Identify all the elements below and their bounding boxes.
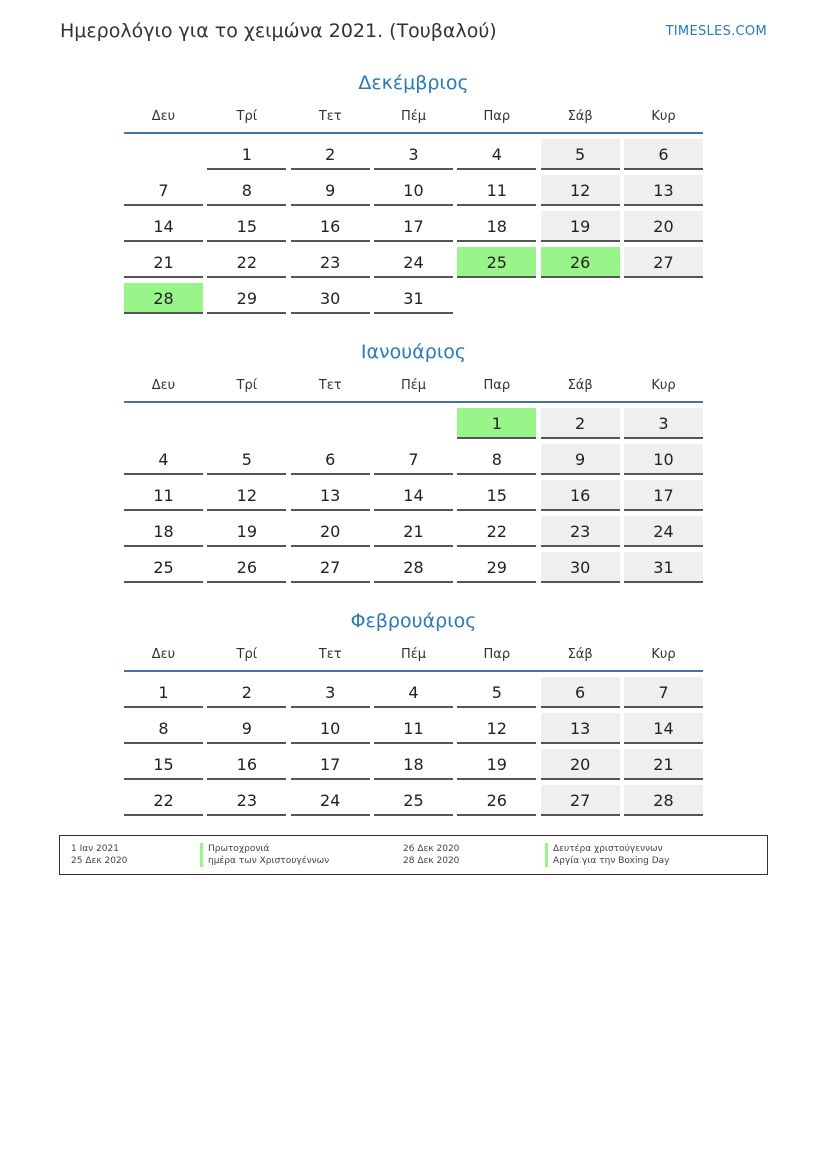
site-link[interactable]: TIMESLES.COM: [665, 24, 767, 39]
weekday-label: Τετ: [318, 109, 342, 124]
day-cell: 13: [541, 713, 620, 744]
day-cell: 27: [541, 785, 620, 816]
day-cell: 30: [291, 283, 370, 314]
day-cell: 28: [624, 785, 703, 816]
legend-holiday-name: Δευτέρα χριστούγεννων: [545, 843, 670, 855]
day-cell: 31: [624, 552, 703, 583]
page-title: Ημερολόγιο για το χειμώνα 2021. (Τουβαλού): [60, 20, 497, 42]
day-cell: 2: [291, 139, 370, 170]
weekday-label: Πέμ: [400, 109, 427, 124]
weekday-label: Παρ: [483, 647, 511, 662]
legend-names-col-2: [545, 843, 670, 867]
day-cell: 8: [457, 444, 536, 475]
legend-holiday-name: Πρωτοχρονιά: [200, 843, 329, 855]
day-cell: 13: [291, 480, 370, 511]
day-cell: 13: [624, 175, 703, 206]
week-row: [124, 211, 703, 242]
legend-names-col-1: [200, 843, 329, 867]
legend-date: 1 Ιαν 2021: [71, 844, 119, 854]
day-cell: 31: [374, 283, 453, 314]
day-cell: 9: [291, 175, 370, 206]
day-cell: 12: [457, 713, 536, 744]
weekday-label: Κυρ: [651, 109, 676, 124]
week-row: [124, 552, 703, 583]
day-cell: 29: [457, 552, 536, 583]
day-cell: 4: [374, 677, 453, 708]
day-cell: 10: [374, 175, 453, 206]
month-name: Φεβρουάριος: [350, 610, 477, 632]
legend-date: 28 Δεκ 2020: [403, 856, 460, 866]
week-row: [124, 283, 703, 314]
day-cell: 23: [541, 516, 620, 547]
month-december: [124, 70, 703, 319]
week-row: [124, 480, 703, 511]
weekday-label: Τρί: [236, 647, 258, 662]
week-row: [124, 444, 703, 475]
day-cell: 19: [457, 749, 536, 780]
day-cell: 8: [124, 713, 203, 744]
day-cell: 1: [457, 408, 536, 439]
week-row: [124, 713, 703, 744]
legend-holiday-name: ημέρα των Χριστουγέννων: [200, 855, 329, 867]
day-cell: 4: [124, 444, 203, 475]
day-cell: 8: [207, 175, 286, 206]
day-cell: 18: [124, 516, 203, 547]
day-cell: 4: [457, 139, 536, 170]
day-cell: 28: [374, 552, 453, 583]
day-cell: 24: [624, 516, 703, 547]
weekday-label: Πέμ: [400, 378, 427, 393]
weekday-label: Σάβ: [567, 647, 593, 662]
weekday-label: Σάβ: [567, 109, 593, 124]
day-cell: 18: [374, 749, 453, 780]
day-cell: 27: [291, 552, 370, 583]
day-cell: 27: [624, 247, 703, 278]
day-cell: 30: [541, 552, 620, 583]
day-cell: 5: [207, 444, 286, 475]
day-cell: 6: [624, 139, 703, 170]
empty-day-cell: [124, 139, 203, 170]
month-january: [124, 339, 703, 588]
day-cell: 12: [541, 175, 620, 206]
week-row: [124, 175, 703, 206]
day-cell: 10: [624, 444, 703, 475]
day-cell: 5: [541, 139, 620, 170]
day-cell: 5: [457, 677, 536, 708]
empty-day-cell: [124, 408, 203, 439]
month-february: [124, 608, 703, 821]
day-cell: 16: [541, 480, 620, 511]
empty-day-cell: [624, 283, 703, 314]
day-cell: 23: [207, 785, 286, 816]
day-cell: 3: [291, 677, 370, 708]
week-row: [124, 677, 703, 708]
day-cell: 24: [291, 785, 370, 816]
day-cell: 25: [124, 552, 203, 583]
day-cell: 24: [374, 247, 453, 278]
day-cell: 22: [124, 785, 203, 816]
day-cell: 3: [624, 408, 703, 439]
day-cell: 6: [541, 677, 620, 708]
legend-dates-col-2: [403, 843, 459, 867]
weekday-label: Τετ: [318, 378, 342, 393]
day-cell: 20: [624, 211, 703, 242]
day-cell: 1: [124, 677, 203, 708]
weekday-label: Κυρ: [651, 378, 676, 393]
empty-day-cell: [207, 408, 286, 439]
day-cell: 6: [291, 444, 370, 475]
week-row: [124, 408, 703, 439]
day-cell: 21: [124, 247, 203, 278]
empty-day-cell: [541, 283, 620, 314]
day-cell: 18: [457, 211, 536, 242]
week-row: [124, 516, 703, 547]
day-cell: 22: [457, 516, 536, 547]
weekday-label: Δευ: [151, 378, 176, 393]
day-cell: 3: [374, 139, 453, 170]
day-cell: 9: [207, 713, 286, 744]
day-cell: 28: [124, 283, 203, 314]
month-divider: [124, 670, 703, 672]
day-cell: 21: [374, 516, 453, 547]
day-cell: 7: [124, 175, 203, 206]
day-cell: 14: [624, 713, 703, 744]
week-row: [124, 247, 703, 278]
weekday-label: Τρί: [236, 109, 258, 124]
weekday-header-row: [124, 104, 703, 130]
holiday-legend: [59, 835, 768, 875]
weekday-label: Τρί: [236, 378, 258, 393]
day-cell: 15: [207, 211, 286, 242]
weekday-label: Παρ: [483, 378, 511, 393]
month-name: Δεκέμβριος: [358, 72, 469, 94]
day-cell: 20: [541, 749, 620, 780]
day-cell: 26: [207, 552, 286, 583]
day-cell: 17: [291, 749, 370, 780]
day-cell: 17: [624, 480, 703, 511]
weekday-label: Σάβ: [567, 378, 593, 393]
day-cell: 12: [207, 480, 286, 511]
day-cell: 14: [374, 480, 453, 511]
day-cell: 15: [457, 480, 536, 511]
legend-date: 26 Δεκ 2020: [403, 844, 460, 854]
day-cell: 1: [207, 139, 286, 170]
week-row: [124, 785, 703, 816]
day-cell: 26: [541, 247, 620, 278]
day-cell: 16: [207, 749, 286, 780]
legend-holiday-name: Αργία για την Boxing Day: [545, 855, 670, 867]
day-cell: 25: [374, 785, 453, 816]
day-cell: 19: [207, 516, 286, 547]
weekday-label: Πέμ: [400, 647, 427, 662]
month-name: Ιανουάριος: [360, 341, 467, 363]
day-cell: 20: [291, 516, 370, 547]
legend-date: 25 Δεκ 2020: [71, 856, 128, 866]
day-cell: 16: [291, 211, 370, 242]
empty-day-cell: [291, 408, 370, 439]
day-cell: 11: [374, 713, 453, 744]
page-header: [60, 20, 767, 46]
day-cell: 25: [457, 247, 536, 278]
empty-day-cell: [374, 408, 453, 439]
weekday-header-row: [124, 642, 703, 668]
week-list: [124, 139, 703, 314]
legend-dates-col-1: [71, 843, 127, 867]
month-divider: [124, 401, 703, 403]
day-cell: 7: [624, 677, 703, 708]
empty-day-cell: [457, 283, 536, 314]
week-list: [124, 408, 703, 583]
day-cell: 21: [624, 749, 703, 780]
weekday-label: Τετ: [318, 647, 342, 662]
month-divider: [124, 132, 703, 134]
week-row: [124, 749, 703, 780]
day-cell: 10: [291, 713, 370, 744]
weekday-label: Παρ: [483, 109, 511, 124]
day-cell: 29: [207, 283, 286, 314]
weekday-label: Δευ: [151, 109, 176, 124]
day-cell: 19: [541, 211, 620, 242]
day-cell: 11: [457, 175, 536, 206]
day-cell: 22: [207, 247, 286, 278]
day-cell: 2: [541, 408, 620, 439]
week-list: [124, 677, 703, 816]
weekday-header-row: [124, 373, 703, 399]
day-cell: 17: [374, 211, 453, 242]
weekday-label: Κυρ: [651, 647, 676, 662]
day-cell: 7: [374, 444, 453, 475]
day-cell: 11: [124, 480, 203, 511]
day-cell: 2: [207, 677, 286, 708]
weekday-label: Δευ: [151, 647, 176, 662]
day-cell: 9: [541, 444, 620, 475]
day-cell: 14: [124, 211, 203, 242]
day-cell: 15: [124, 749, 203, 780]
day-cell: 23: [291, 247, 370, 278]
week-row: [124, 139, 703, 170]
day-cell: 26: [457, 785, 536, 816]
